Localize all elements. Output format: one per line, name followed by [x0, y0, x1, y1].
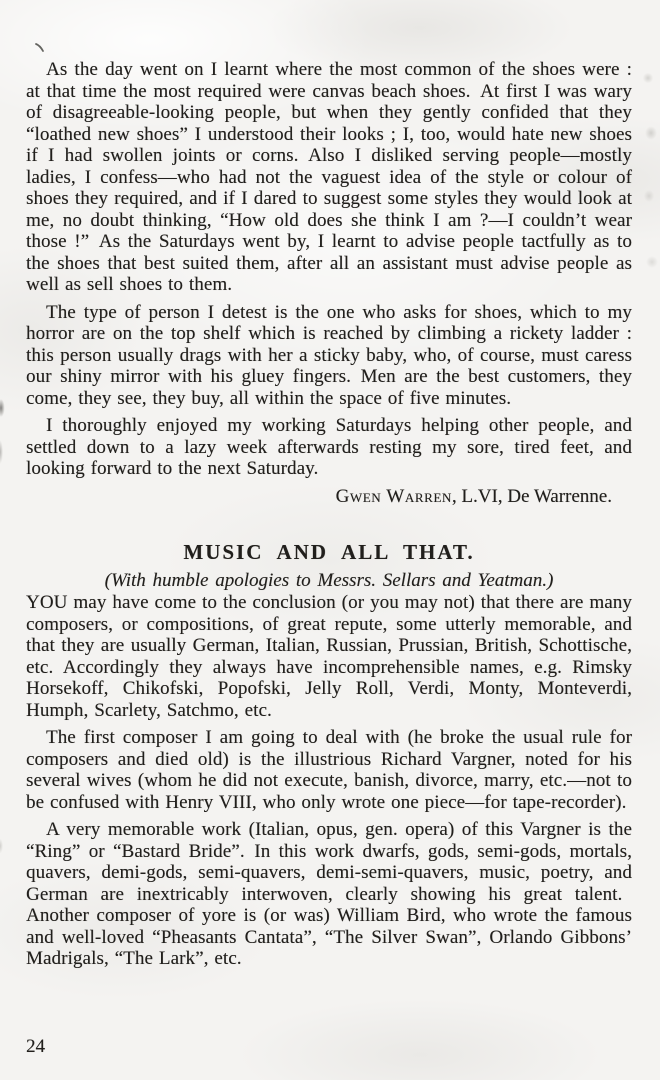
- paragraph-music-2: The first composer I am going to deal with (he broke the usual rule for composers and died old) is the illustrious Richard Vargner, noted for his several wives (whom he did not execute, banish, divorce, marry, etc.—not to be confused with Henry VIII, who only wrote one piece—for tape-recorder).: [26, 727, 632, 813]
- article-subtitle: (With humble apologies to Messrs. Sellars and Yeatman.): [104, 570, 554, 591]
- byline: [26, 486, 632, 508]
- byline-author: Gwen Warren: [335, 485, 452, 507]
- paragraph-music-1: YOU may have come to the conclusion (or you may not) that there are many composers, or compositions, of great repute, some utterly memorable, and that they are usually German, Italian, Russian, Prussian, British, Schottische, etc. Accordingly they always have incomprehensible names, e.g. Rimsky Horsekoff, Chikofski, Popofski, Jelly Roll, Verdi, Monty, Monteverdi, Humph, Scarlety, Satchmo, etc.: [26, 592, 632, 721]
- paragraph-shoes-2: The type of person I detest is the one who asks for shoes, which to my horror are on the top shelf which is reached by climbing a rickety ladder : this person usually drags with her a sticky baby, who, of course, must caress our shiny mirror with his gluey fingers. Men are the best customers, they come, they see, they buy, all within the space of five minutes.: [26, 301, 632, 409]
- paragraph-shoes-1: As the day went on I learnt where the most common of the shoes were : at that time the most required were canvas beach shoes. At first I was wary of disagreeable-looking people, but when they gently confided that they “loathed new shoes” I understood their looks ; I, too, would hate new shoes if I had swollen joints or corns. Also I disliked serving people—mostly ladies, I confess—who had not the vaguest idea of the style or colour of shoes they required, and if I dared to suggest some styles they would look at me, no doubt thinking, “How old does she think I am ?—I couldn’t wear those !” As the Saturdays went by, I learnt to advise people tactfully as to the shoes that best suited them, after all an assistant must advise people as well as sell shoes to them.: [26, 59, 632, 295]
- text-column: [26, 0, 632, 976]
- byline-detail: , L.VI, De Warrenne.: [451, 485, 612, 507]
- paragraph-shoes-3: I thoroughly enjoyed my working Saturdays helping other people, and settled down to a lazy week afterwards resting my sore, tired feet, and looking forward to the next Saturday.: [26, 415, 632, 479]
- article-title: MUSIC AND ALL THAT.: [183, 540, 475, 564]
- page-number: 24: [26, 1036, 45, 1057]
- paragraph-music-3: A very memorable work (Italian, opus, gen. opera) of this Vargner is the “Ring” or “Bastard Bride”. In this work dwarfs, gods, semi-gods, mortals, quavers, demi-gods, semi-quavers, demi-semi-quavers, music, poetry, and German are inextricably interwoven, clearly showing his great talent. Another composer of yore is (or was) William Bird, who wrote the famous and well-loved “Pheasants Cantata”, “The Silver Swan”, Orlando Gibbons’ Madrigals, “The Lark”, etc.: [26, 819, 632, 969]
